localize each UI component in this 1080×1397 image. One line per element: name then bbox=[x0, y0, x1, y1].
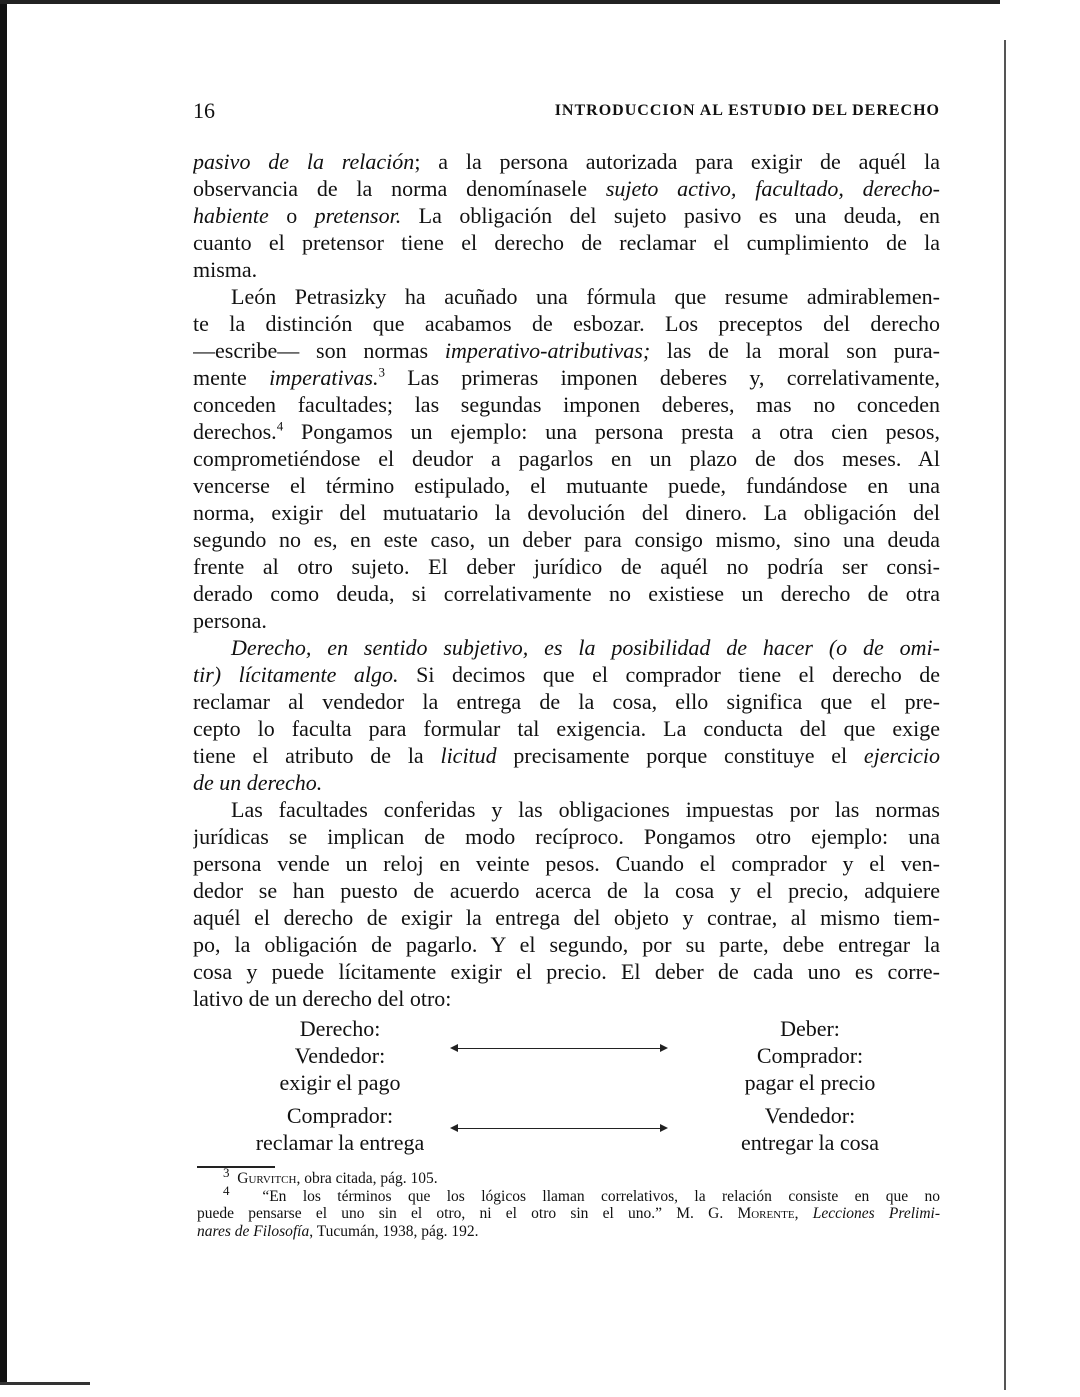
text-line bbox=[193, 958, 940, 985]
page-header bbox=[193, 98, 940, 128]
text-line bbox=[193, 769, 940, 796]
footnote-reference: 4 bbox=[276, 418, 284, 434]
footnote-rule bbox=[197, 1166, 275, 1168]
text-segment: frente al otro sujeto. El deber jurídico de aquél no podría ser consi- bbox=[193, 554, 940, 579]
text-line bbox=[193, 823, 940, 850]
text-line bbox=[193, 202, 940, 229]
page-number: 16 bbox=[193, 98, 215, 123]
scan-edge-top bbox=[0, 0, 1000, 4]
text-segment: pasivo de la relación bbox=[193, 149, 415, 174]
footnote-title: nares de Filosofía bbox=[197, 1222, 310, 1240]
text-line bbox=[193, 337, 940, 364]
text-segment: segundo no es, en este caso, un deber para consigo mismo, sino una deuda bbox=[193, 527, 940, 552]
scheme-left-column bbox=[230, 1015, 450, 1156]
footnote-4-line1 bbox=[197, 1182, 940, 1206]
text-segment: Derecho, en sentido subjetivo, es la posibilidad de hacer (o de omi- bbox=[231, 635, 940, 660]
text-segment: pretensor. bbox=[314, 203, 402, 228]
scheme-right-party2: Vendedor: bbox=[764, 1103, 856, 1128]
scheme-left-action2: reclamar la entrega bbox=[255, 1130, 425, 1155]
footnote-text: , obra citada, pág. 105. bbox=[296, 1170, 438, 1187]
text-line bbox=[193, 229, 940, 256]
text-segment: Las facultades conferidas y las obligaciones impuestas por las normas bbox=[231, 797, 940, 822]
footnote-text: “En los términos que los lógicos llaman correlativos, la relación consiste en que no bbox=[262, 1187, 940, 1205]
scheme-right-column bbox=[700, 1015, 920, 1156]
text-segment: ejercicio bbox=[863, 743, 940, 768]
text-segment: licitud bbox=[440, 743, 497, 768]
text-segment: León Petrasizky ha acuñado una fórmula que resume admirablemen- bbox=[231, 284, 940, 309]
text-line bbox=[193, 283, 940, 310]
text-segment: mente bbox=[193, 365, 270, 390]
scheme-right-heading: Deber: bbox=[780, 1016, 840, 1041]
text-segment: persona vende un reloj en veinte pesos. Cuando el comprador y el ven- bbox=[193, 851, 940, 876]
double-arrow-icon bbox=[452, 1048, 666, 1049]
text-line bbox=[193, 904, 940, 931]
footnote-text: , Tucumán, 1938, pág. 192. bbox=[309, 1222, 479, 1240]
text-line bbox=[193, 634, 940, 661]
text-line bbox=[193, 148, 940, 175]
text-line bbox=[193, 661, 940, 688]
text-segment: las de la moral son pura- bbox=[650, 338, 940, 363]
text-line bbox=[193, 796, 940, 823]
scheme-left-action1: exigir el pago bbox=[279, 1070, 401, 1095]
text-segment: Pongamos un ejemplo: una persona presta a otra cien pesos, bbox=[283, 419, 940, 444]
text-line bbox=[193, 553, 940, 580]
text-segment: de un derecho. bbox=[193, 770, 323, 795]
body-text bbox=[193, 148, 940, 1012]
text-line bbox=[193, 364, 940, 391]
footnote-author: Morente bbox=[737, 1205, 795, 1222]
text-line bbox=[193, 445, 940, 472]
text-segment: comprometiéndose el deudor a pagarlos en un plazo de dos meses. Al bbox=[193, 446, 940, 471]
footnote-author: Gurvitch bbox=[237, 1170, 297, 1187]
text-segment: lativo de un derecho del otro: bbox=[193, 986, 452, 1011]
text-line bbox=[193, 607, 940, 634]
text-line bbox=[193, 310, 940, 337]
scan-edge-left bbox=[0, 0, 7, 1385]
text-segment: derado como deuda, si correlativamente no existiese un derecho de otra bbox=[193, 581, 940, 606]
text-line bbox=[193, 526, 940, 553]
text-segment: cuanto el pretensor tiene el derecho de reclamar el cumplimiento de la bbox=[193, 230, 940, 255]
text-segment: imperativo-atributivas; bbox=[444, 338, 651, 363]
text-segment: imperativas. bbox=[269, 365, 379, 390]
text-segment: sujeto activo, facultado, derecho- bbox=[605, 176, 940, 201]
text-line bbox=[193, 418, 940, 445]
text-line bbox=[193, 877, 940, 904]
footnote-text: , bbox=[794, 1205, 813, 1222]
text-segment: reclamar al vendedor la entrega de la cosa, ello significa que el pre- bbox=[193, 689, 940, 714]
text-segment: Las primeras imponen deberes y, correlativamente, bbox=[384, 365, 940, 390]
scheme-left-party1: Vendedor: bbox=[294, 1043, 386, 1068]
text-line bbox=[193, 391, 940, 418]
footnote-mark: 4 bbox=[223, 1182, 230, 1198]
text-segment: norma, exigir del mutuatario la devolución del dinero. La obligación del bbox=[193, 500, 940, 525]
text-segment: habiente bbox=[193, 203, 269, 228]
text-line bbox=[193, 499, 940, 526]
footnote-4-line3 bbox=[197, 1223, 940, 1241]
text-segment: o bbox=[268, 203, 315, 228]
text-line bbox=[193, 985, 940, 1012]
text-line bbox=[193, 742, 940, 769]
scheme-right-party1: Comprador: bbox=[756, 1043, 864, 1068]
text-line bbox=[193, 931, 940, 958]
double-arrow-icon bbox=[452, 1128, 666, 1129]
text-line bbox=[193, 580, 940, 607]
scheme-right-action1: pagar el precio bbox=[744, 1070, 876, 1095]
text-segment: cepto lo faculta para formular tal exigencia. La conducta del que exige bbox=[193, 716, 940, 741]
text-line bbox=[193, 256, 940, 283]
text-segment: jurídicas se implican de modo recíproco. Pongamos otro ejemplo: una bbox=[193, 824, 940, 849]
text-line bbox=[193, 715, 940, 742]
text-line bbox=[193, 175, 940, 202]
text-segment: precisamente porque constituye el bbox=[496, 743, 864, 768]
text-line bbox=[193, 472, 940, 499]
text-segment: dedor se han puesto de acuerdo acerca de la cosa y el precio, adquiere bbox=[193, 878, 940, 903]
text-segment: po, la obligación de pagarlo. Y el segundo, por su parte, debe entregar la bbox=[193, 932, 940, 957]
scan-edge-bottom bbox=[0, 1382, 90, 1385]
footnote-title: Lecciones Prelimi- bbox=[812, 1205, 940, 1222]
scan-edge-right bbox=[1004, 40, 1006, 1390]
text-line bbox=[193, 688, 940, 715]
footnote-mark: 3 bbox=[223, 1164, 230, 1180]
text-segment: La obligación del sujeto pasivo es una deuda, en bbox=[401, 203, 940, 228]
text-segment: cosa y puede lícitamente exigir el precio. El deber de cada uno es corre- bbox=[193, 959, 940, 984]
text-segment: tir) lícitamente algo. bbox=[193, 662, 399, 687]
text-segment: ; a la persona autorizada para exigir de aquél la bbox=[414, 149, 940, 174]
scheme-left-party2: Comprador: bbox=[286, 1103, 394, 1128]
text-segment: persona. bbox=[193, 608, 267, 633]
footnote-3 bbox=[197, 1164, 940, 1188]
footnote-reference: 3 bbox=[378, 364, 385, 380]
text-line bbox=[193, 850, 940, 877]
text-segment: derechos. bbox=[193, 419, 277, 444]
scheme-left-heading: Derecho: bbox=[299, 1016, 381, 1041]
text-segment: observancia de la norma denomínasele bbox=[193, 176, 606, 201]
text-segment: conceden facultades; las segundas imponen deberes, mas no conceden bbox=[193, 392, 940, 417]
footnote-text: puede pensarse el uno sin el otro, ni el otro sin el uno.” M. G. bbox=[197, 1205, 738, 1222]
text-segment: vencerse el término estipulado, el mutuante puede, fundándose en una bbox=[193, 473, 940, 498]
running-title: INTRODUCCION AL ESTUDIO DEL DERECHO bbox=[554, 102, 940, 119]
text-segment: aquél el derecho de exigir la entrega del objeto y contrae, al mismo tiem- bbox=[193, 905, 940, 930]
text-segment: Si decimos que el comprador tiene el derecho de bbox=[398, 662, 940, 687]
text-segment: tiene el atributo de la bbox=[193, 743, 441, 768]
text-segment: misma. bbox=[193, 257, 258, 282]
text-segment: —escribe— son normas bbox=[193, 338, 445, 363]
text-segment: te la distinción que acabamos de esbozar. Los preceptos del derecho bbox=[193, 311, 940, 336]
scheme-right-action2: entregar la cosa bbox=[740, 1130, 880, 1155]
footnote-4-line2 bbox=[197, 1205, 940, 1223]
footnotes bbox=[197, 1164, 940, 1240]
